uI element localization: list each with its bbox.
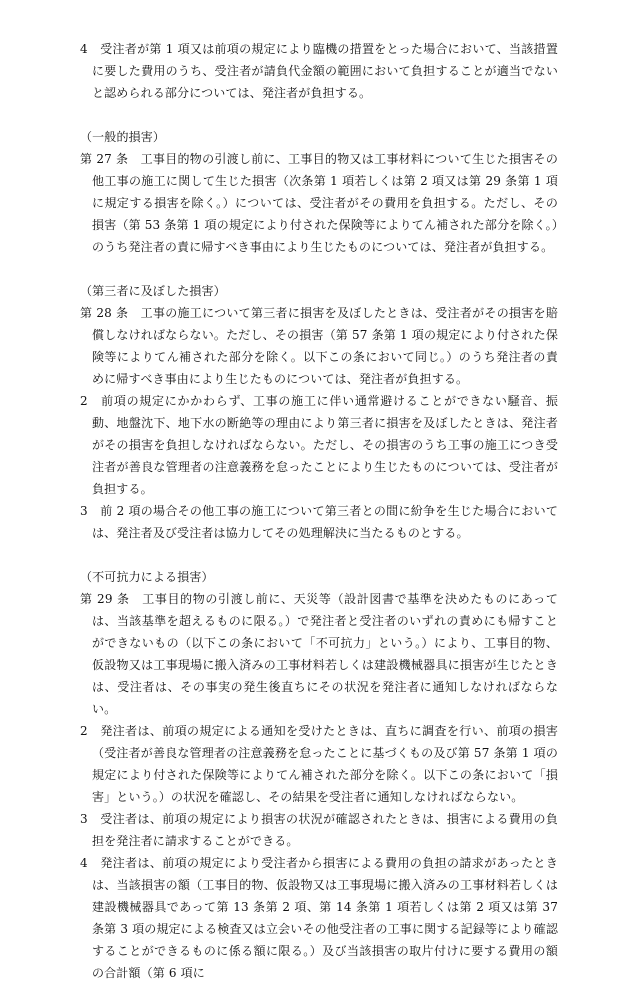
contract-page (80, 38, 558, 984)
article-29-paragraph-3: 3 受注者は、前項の規定により損害の状況が確認されたときは、損害による費用の負担を発注者に請求することができる。 (80, 812, 558, 848)
article-28: 第 28 条 工事の施工について第三者に損害を及ぼしたときは、受注者がその損害を賠償しなければならない。ただし、その損害（第 57 条第 1 項の規定により付された保険等によりてん補された部分を除く。以下この条において同じ。）のうち発注者の責めに帰すべき事由により生じたものについては、発注者が負担する。 (80, 306, 558, 386)
heading-force-majeure-damage: （不可抗力による損害） (80, 570, 214, 584)
article-28-paragraph-2: 2 前項の規定にかかわらず、工事の施工に伴い通常避けることができない騒音、振動、地盤沈下、地下水の断絶等の理由により第三者に損害を及ぼしたときは、発注者がその損害を負担しなければならない。ただし、その損害のうち工事の施工につき受注者が善良な管理者の注意義務を怠ったことにより生じたものについては、受注者が負担する。 (80, 394, 558, 496)
heading-general-damage: （一般的損害） (80, 130, 166, 144)
article-26-paragraph-4: 4 受注者が第 1 項又は前項の規定により臨機の措置をとった場合において、当該措置に要した費用のうち、受注者が請負代金額の範囲において負担することが適当でないと認められる部分については、発注者が負担する。 (80, 42, 558, 100)
spacer (80, 104, 558, 126)
spacer (80, 544, 558, 566)
spacer (80, 258, 558, 280)
heading-third-party-damage: （第三者に及ぼした損害） (80, 284, 226, 298)
article-28-paragraph-3: 3 前 2 項の場合その他工事の施工について第三者との間に紛争を生じた場合においては、発注者及び受注者は協力してその処理解決に当たるものとする。 (80, 504, 558, 540)
article-29-paragraph-2: 2 発注者は、前項の規定による通知を受けたときは、直ちに調査を行い、前項の損害（受注者が善良な管理者の注意義務を怠ったことに基づくもの及び第 57 条第 1 項の規定により付された保険等によりてん補された部分を除く。以下この条において「損害」という。）の状況を確認し、その結果を受注者に通知しなければならない。 (80, 724, 558, 804)
article-27: 第 27 条 工事目的物の引渡し前に、工事目的物又は工事材料について生じた損害その他工事の施工に関して生じた損害（次条第 1 項若しくは第 2 項又は第 29 条第 1 項に規定する損害を除く。）については、受注者がその費用を負担する。ただし、その損害（第 53 条第 1 項の規定により付された保険等によりてん補された部分を除く。）のうち発注者の責に帰すべき事由により生じたものについては、発注者が負担する。 (80, 152, 558, 254)
article-29-paragraph-4: 4 発注者は、前項の規定により受注者から損害による費用の負担の請求があったときは、当該損害の額（工事目的物、仮設物又は工事現場に搬入済みの工事材料若しくは建設機械器具であって第 13 条第 2 項、第 14 条第 1 項若しくは第 2 項又は第 37 条第 3 項の規定による検査又は立会いその他受注者の工事に関する記録等により確認することができるものに係る額に限る。）及び当該損害の取片付けに要する費用の額の合計額（第 6 項に (80, 856, 558, 980)
article-29: 第 29 条 工事目的物の引渡し前に、天災等（設計図書で基準を決めたものにあっては、当該基準を超えるものに限る。）で発注者と受注者のいずれの責めにも帰すことができないもの（以下この条において「不可抗力」という。）により、工事目的物、仮設物又は工事現場に搬入済みの工事材料若しくは建設機械器具に損害が生じたときは、受注者は、その事実の発生後直ちにその状況を発注者に通知しなければならない。 (80, 592, 558, 716)
